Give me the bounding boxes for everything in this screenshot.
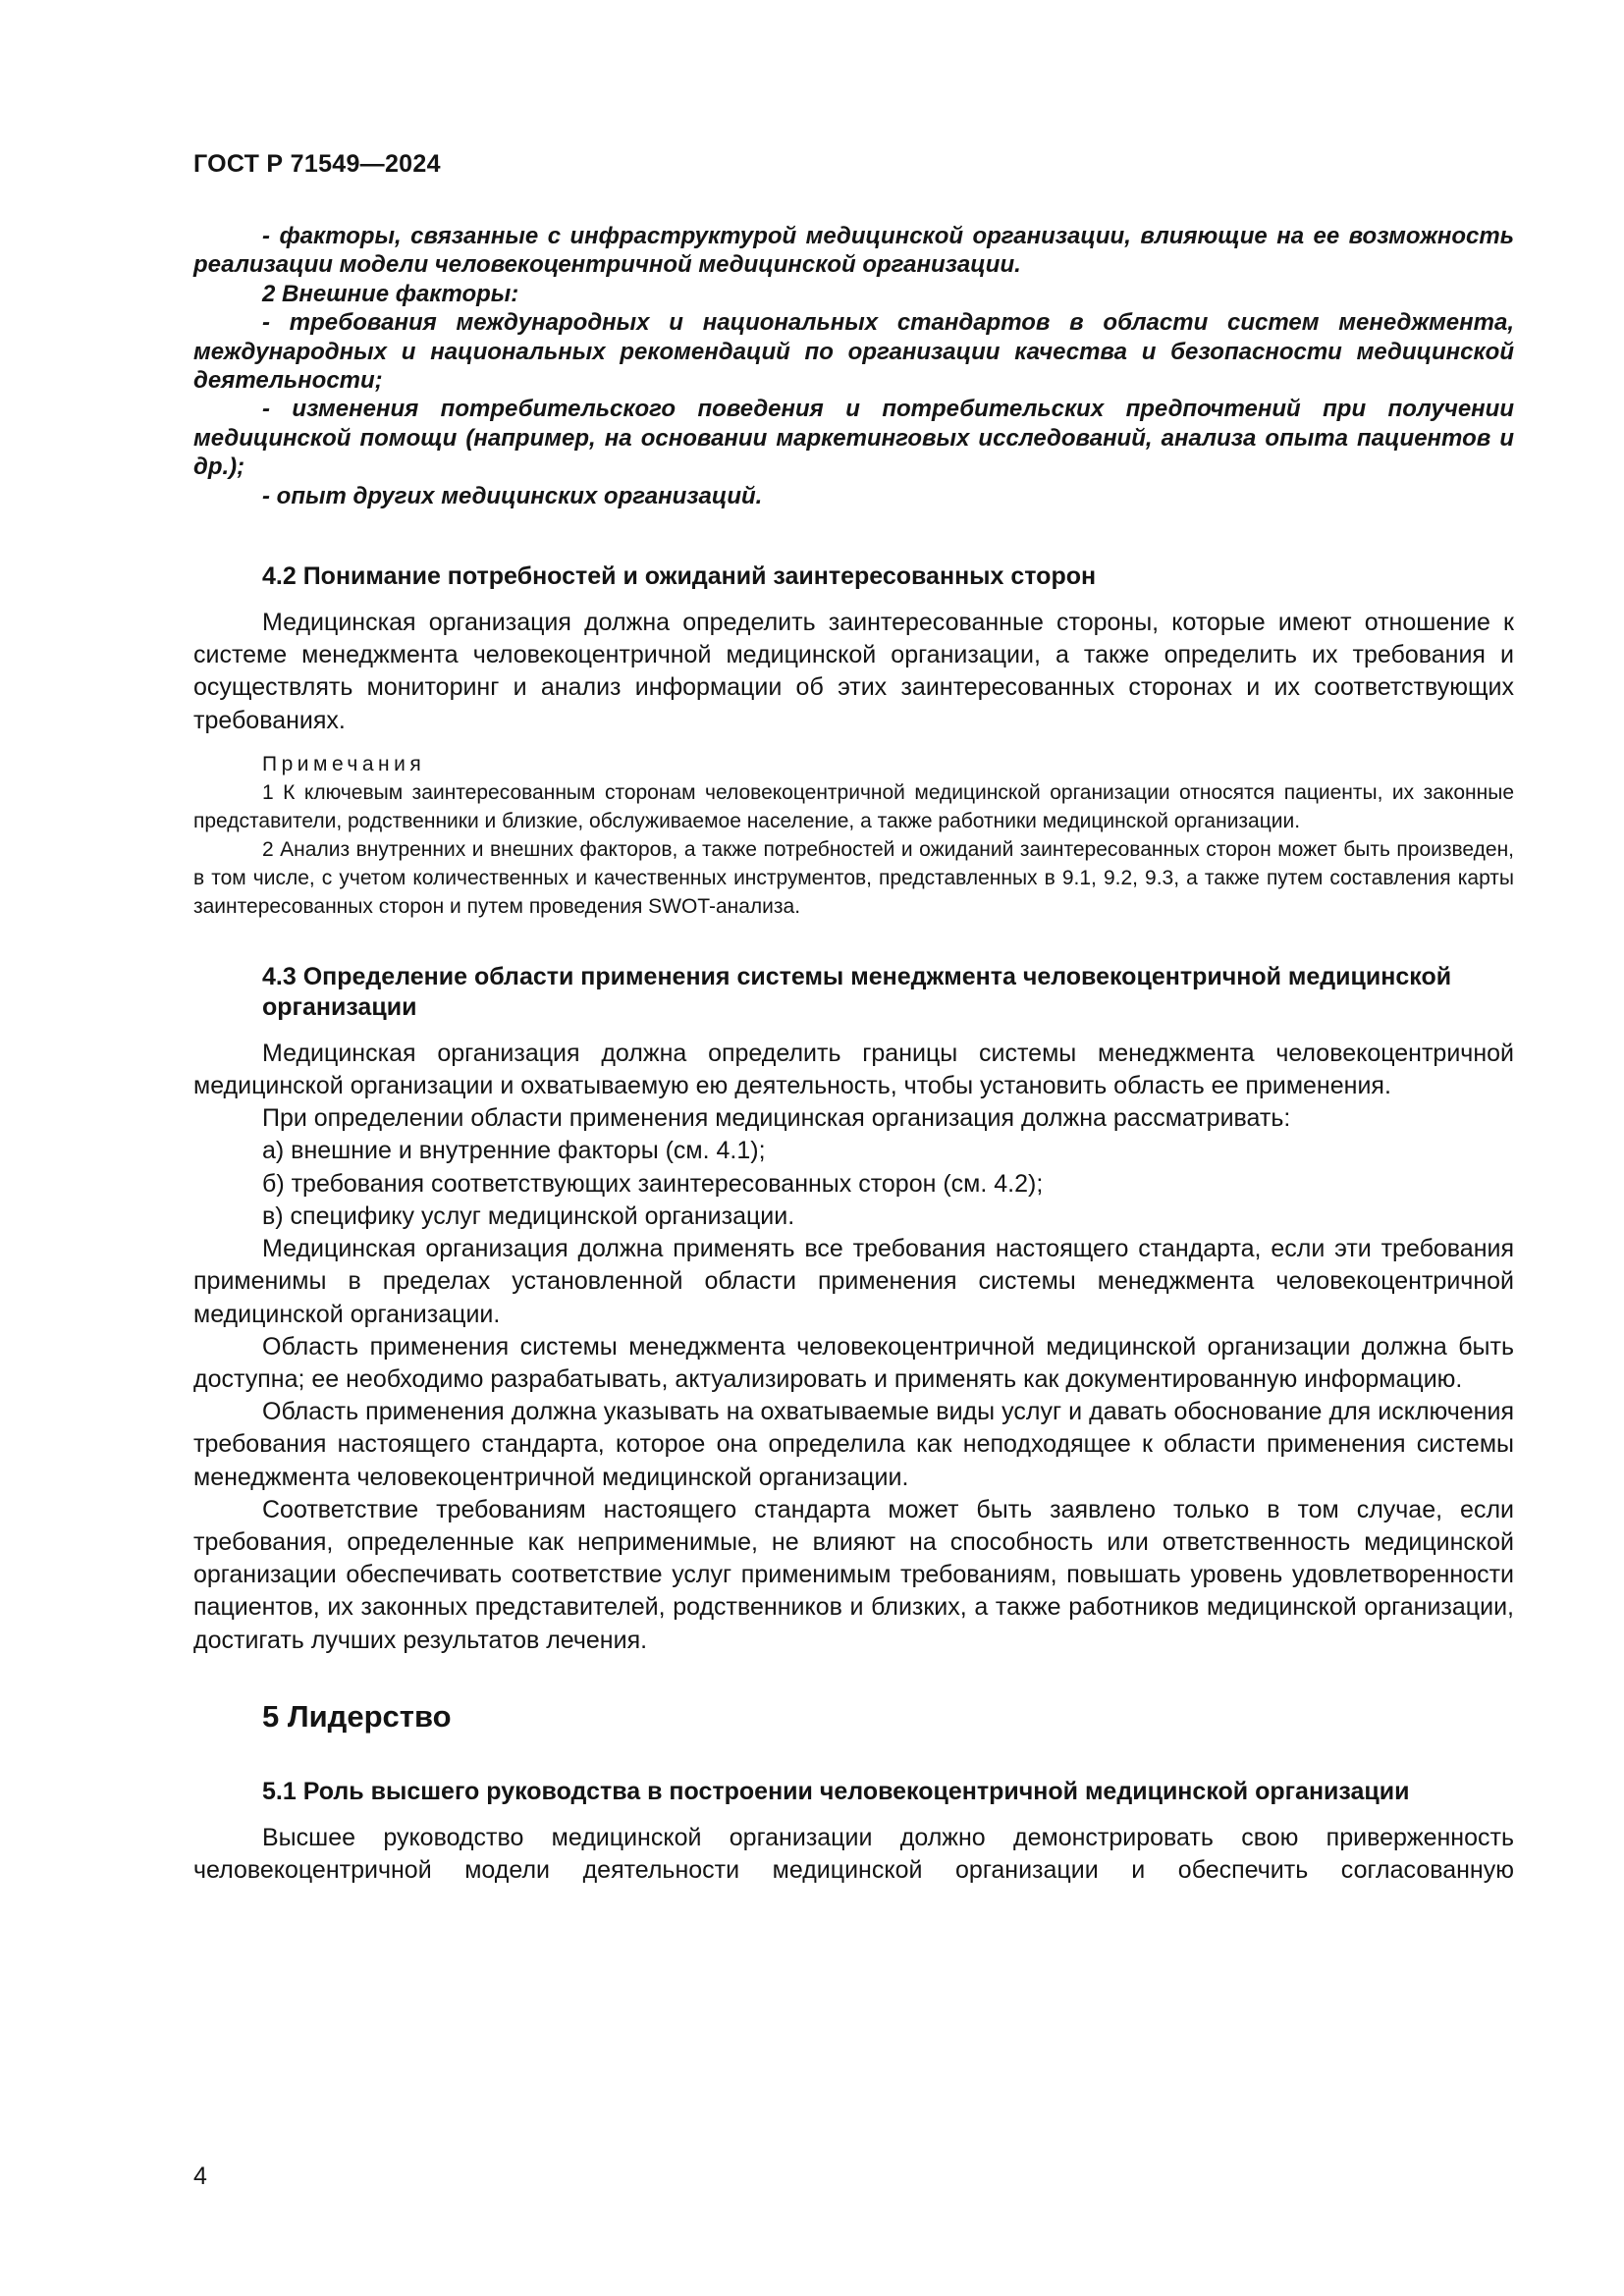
heading-4-2: 4.2 Понимание потребностей и ожиданий заинтересованных сторон bbox=[262, 562, 1097, 591]
intro-item-consumer-behavior: - изменения потребительского поведения и потребительских предпочтений при получении медицинской помощи (например, на основании маркетинговых исследований, анализа опыта пациентов и др.); bbox=[193, 396, 1514, 481]
page-number: 4 bbox=[193, 2163, 207, 2190]
s43-paragraph-2: При определении области применения медицинская организация должна рассматривать: bbox=[262, 1104, 1291, 1133]
s43-list-item-b: б) требования соответствующих заинтересованных сторон (см. 4.2); bbox=[262, 1169, 1044, 1198]
s43-paragraph-5: Область применения должна указывать на охватываемые виды услуг и давать обоснование для исключения требования настоящего стандарта, которое она определила как неподходящее к области применения системы менеджмента человекоцентричной медицинской организации. bbox=[193, 1398, 1514, 1491]
heading-5: 5 Лидерство bbox=[262, 1698, 452, 1734]
s43-list-item-c: в) специфику услуг медицинской организации. bbox=[262, 1201, 795, 1230]
s5-paragraph-1: Высшее руководство медицинской организации должно демонстрировать свою приверженность человекоцентричной модели деятельности медицинской организации и обеспечить согласованную bbox=[193, 1823, 1514, 1884]
s43-paragraph-3: Медицинская организация должна применять все требования настоящего стандарта, если эти требования применимы в пределах установленной области применения системы менеджмента человекоцентричной медицинской организации. bbox=[193, 1235, 1514, 1328]
intro-item-other-orgs: - опыт других медицинских организаций. bbox=[262, 482, 763, 509]
intro-item-standards: - требования международных и национальных стандартов в области систем менеджмента, международных и национальных рекомендаций по организации качества и безопасности медицинской деятельности; bbox=[193, 309, 1514, 395]
heading-5-1: 5.1 Роль высшего руководства в построении человекоцентричной медицинской организации bbox=[262, 1777, 1410, 1805]
s43-paragraph-6: Соответствие требованиям настоящего стандарта может быть заявлено только в том случае, если требования, определенные как неприменимые, не влияют на способность или ответственность медицинской организации обеспечивать соответствие услуг применимым требованиям, повышать уровень удовлетворенности пациентов, их законных представителей, родственников и близких, а также работников медицинской организации, достигать лучших результатов лечения. bbox=[193, 1495, 1514, 1654]
s42-paragraph-1: Медицинская организация должна определить заинтересованные стороны, которые имеют отношение к системе менеджмента человекоцентричной медицинской организации, а также определить их требования и осуществлять мониторинг и анализ информации об этих заинтересованных сторонах и их соответствующих требованиях. bbox=[193, 609, 1514, 734]
s43-paragraph-1: Медицинская организация должна определить границы системы менеджмента человекоцентричной медицинской организации и охватываемую ею деятельность, чтобы установить область ее применения. bbox=[193, 1039, 1514, 1100]
heading-4-3: 4.3 Определение области применения системы менеджмента человекоцентричной медицинской организации bbox=[262, 962, 1452, 1021]
page-content bbox=[193, 222, 1514, 1887]
s42-note-1: 1 К ключевым заинтересованным сторонам человекоцентричной медицинской организации относятся пациенты, их законные представители, родственники и близкие, обслуживаемое население, а также работники медицинской организации. bbox=[193, 780, 1514, 832]
s43-paragraph-4: Область применения системы менеджмента человекоцентричной медицинской организации должна быть доступна; ее необходимо разрабатывать, актуализировать и применять как документированную информацию. bbox=[193, 1332, 1514, 1393]
s42-note-2: 2 Анализ внутренних и внешних факторов, а также потребностей и ожиданий заинтересованных сторон может быть произведен, в том числе, с учетом количественных и качественных инструментов, представленных в 9.1, 9.2, 9.3, а также путем составления карты заинтересованных сторон и путем проведения SWOT-анализа. bbox=[193, 837, 1514, 918]
document-header: ГОСТ Р 71549—2024 bbox=[193, 150, 441, 178]
s42-notes-title: Примечания bbox=[262, 752, 426, 775]
s43-list-item-a: а) внешние и внутренние факторы (см. 4.1); bbox=[262, 1137, 766, 1165]
intro-external-factors-title: 2 Внешние факторы: bbox=[262, 280, 519, 307]
intro-item-infrastructure: - факторы, связанные с инфраструктурой медицинской организации, влияющие на ее возможность реализации модели человекоцентричной медицинской организации. bbox=[193, 223, 1514, 279]
